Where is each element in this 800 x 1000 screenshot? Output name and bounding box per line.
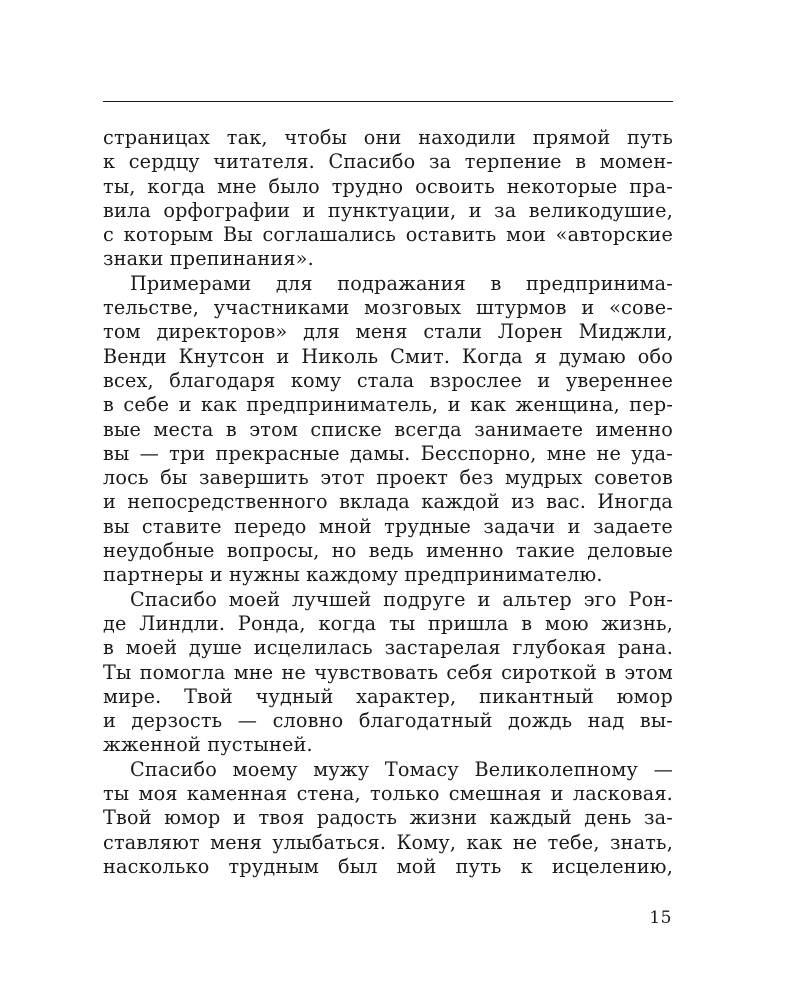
- text-line: в моей душе исцелилась застарелая глубокая рана.: [103, 636, 673, 660]
- text-line: ты, когда мне было трудно освоить некоторые пра-: [103, 174, 673, 198]
- text-line: насколько трудным был мой путь к исцелению,: [103, 854, 673, 878]
- text-line: с которым Вы соглашались оставить мои «авторские: [103, 223, 673, 247]
- text-line: страницах так, чтобы они находили прямой путь: [103, 126, 673, 149]
- header-rule: [103, 101, 673, 102]
- text-line: к сердцу читателя. Спасибо за терпение в момен-: [103, 150, 673, 174]
- text-line: де Линдли. Ронда, когда ты пришла в мою жизнь,: [103, 611, 673, 635]
- text-line: партнеры и нужны каждому предпринимателю.: [103, 563, 603, 587]
- text-line: вы — три прекрасные дамы. Бесспорно, мне не уда-: [103, 441, 673, 465]
- text-line: в себе и как предприниматель, и как женщина, пер-: [103, 393, 673, 417]
- text-line: и дерзость — словно благодатный дождь над вы-: [103, 709, 673, 733]
- text-line: Ты помогла мне не чувствовать себя сироткой в этом: [103, 660, 673, 684]
- text-line: лось бы завершить этот проект без мудрых советов: [103, 466, 673, 490]
- text-line: Спасибо моей лучшей подруге и альтер эго Рон-: [130, 587, 673, 611]
- page-number: 15: [649, 908, 672, 928]
- text-line: том директоров» для меня стали Лорен Миджли,: [103, 320, 673, 344]
- text-line: Венди Кнутсон и Николь Смит. Когда я думаю обо: [103, 344, 673, 368]
- text-line: всех, благодаря кому стала взрослее и увереннее: [103, 368, 673, 392]
- text-line: Примерами для подражания в предпринима-: [130, 271, 673, 295]
- text-line: вила орфографии и пунктуации, и за великодушие,: [103, 198, 673, 222]
- text-line: вы ставите передо мной трудные задачи и задаете: [103, 514, 673, 538]
- text-line: жженной пустыней.: [103, 733, 313, 757]
- text-line: вые места в этом списке всегда занимаете именно: [103, 417, 673, 441]
- body-text: [103, 126, 673, 879]
- text-line: Спасибо моему мужу Томасу Великолепному —: [130, 757, 673, 781]
- text-line: неудобные вопросы, но ведь именно такие деловые: [103, 539, 673, 563]
- text-line: тельстве, участниками мозговых штурмов и «сове-: [103, 296, 673, 320]
- text-line: ты моя каменная стена, только смешная и ласковая.: [103, 782, 673, 806]
- text-line: знаки препинания».: [103, 247, 314, 271]
- text-line: и непосредственного вклада каждой из вас. Иногда: [103, 490, 673, 514]
- text-line: Твой юмор и твоя радость жизни каждый день за-: [103, 806, 673, 830]
- text-line: ставляют меня улыбаться. Кому, как не тебе, знать,: [103, 830, 673, 854]
- text-line: мире. Твой чудный характер, пикантный юмор: [103, 684, 673, 708]
